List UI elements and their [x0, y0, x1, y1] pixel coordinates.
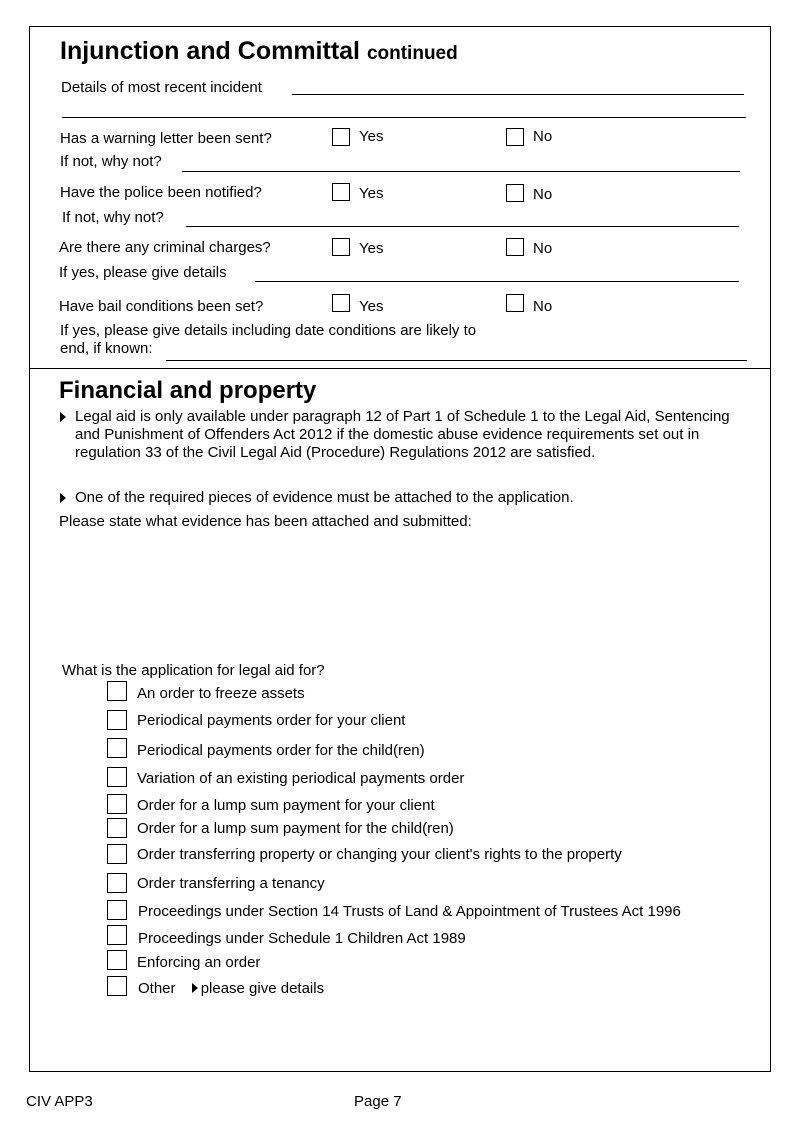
option-checkbox-other[interactable]	[107, 976, 127, 996]
warning-followup-line[interactable]	[182, 171, 740, 172]
option-checkbox[interactable]	[107, 681, 127, 701]
warning-yes-checkbox[interactable]	[332, 128, 350, 146]
page-number: Page 7	[354, 1093, 402, 1110]
evidence-text-area[interactable]	[59, 535, 749, 655]
option-label: Proceedings under Section 14 Trusts of Land & Appointment of Trustees Act 1996	[138, 903, 681, 920]
police-yes-checkbox[interactable]	[332, 183, 350, 201]
police-no-checkbox[interactable]	[506, 184, 524, 202]
criminal-no-label: No	[533, 240, 553, 257]
option-checkbox[interactable]	[107, 710, 127, 730]
police-question: Have the police been notified?	[60, 184, 262, 201]
option-label: Order for a lump sum payment for the child(ren)	[137, 820, 454, 837]
option-checkbox[interactable]	[107, 900, 127, 920]
criminal-question: Are there any criminal charges?	[59, 239, 271, 256]
warning-yes-label: Yes	[359, 128, 384, 145]
police-no-label: No	[533, 186, 553, 203]
warning-no-label: No	[533, 128, 553, 145]
option-label-other	[138, 980, 324, 998]
bail-yes-checkbox[interactable]	[332, 294, 350, 312]
incident-label: Details of most recent incident	[61, 79, 262, 96]
criminal-no-checkbox[interactable]	[506, 238, 524, 256]
option-label: Variation of an existing periodical payments order	[137, 770, 465, 787]
bail-followup-line[interactable]	[166, 360, 747, 361]
police-yes-label: Yes	[359, 185, 384, 202]
bullet-arrow-icon	[60, 493, 66, 503]
incident-field-line-2[interactable]	[62, 117, 746, 118]
option-checkbox[interactable]	[107, 794, 127, 814]
warning-question: Has a warning letter been sent?	[60, 130, 272, 147]
bullet-evidence	[60, 489, 740, 507]
criminal-yes-label: Yes	[359, 240, 384, 257]
option-label: Order for a lump sum payment for your client	[137, 797, 435, 814]
option-label: Proceedings under Schedule 1 Children Act 1989	[138, 930, 466, 947]
bail-followup-label-1: If yes, please give details including date conditions are likely to	[60, 322, 477, 339]
option-checkbox[interactable]	[107, 767, 127, 787]
application-question: What is the application for legal aid for?	[62, 662, 325, 679]
option-checkbox[interactable]	[107, 738, 127, 758]
criminal-yes-checkbox[interactable]	[332, 238, 350, 256]
warning-no-checkbox[interactable]	[506, 128, 524, 146]
section-title-injunction: Injunction and Committal continued	[60, 37, 458, 65]
option-label: Order transferring a tenancy	[137, 875, 325, 892]
bullet-arrow-icon	[60, 412, 66, 422]
option-label: Order transferring property or changing your client's rights to the property	[137, 846, 622, 863]
arrow-right-icon	[192, 983, 198, 993]
option-label: Periodical payments order for the child(ren)	[137, 742, 425, 759]
option-checkbox[interactable]	[107, 873, 127, 893]
bail-no-checkbox[interactable]	[506, 294, 524, 312]
incident-field-line-1[interactable]	[292, 94, 744, 95]
bullet-evidence-text: One of the required pieces of evidence must be attached to the application.	[75, 489, 574, 506]
option-checkbox[interactable]	[107, 950, 127, 970]
option-checkbox[interactable]	[107, 925, 127, 945]
option-label: Periodical payments order for your client	[137, 712, 406, 729]
form-code: CIV APP3	[26, 1093, 93, 1110]
criminal-followup-line[interactable]	[255, 281, 739, 282]
bail-followup-label-2: end, if known:	[60, 340, 153, 357]
other-label: Other	[138, 980, 176, 997]
police-followup-line[interactable]	[186, 226, 739, 227]
section-title-financial: Financial and property	[59, 377, 317, 404]
warning-followup-label: If not, why not?	[60, 153, 162, 170]
other-hint: please give details	[200, 980, 325, 997]
bail-no-label: No	[533, 298, 553, 315]
bail-question: Have bail conditions been set?	[59, 298, 264, 315]
bail-yes-label: Yes	[359, 298, 384, 315]
police-followup-label: If not, why not?	[62, 209, 164, 226]
bullet-legal-aid	[60, 408, 740, 462]
option-label: An order to freeze assets	[137, 685, 305, 702]
evidence-prompt: Please state what evidence has been attached and submitted:	[59, 513, 472, 530]
bullet-legal-aid-text: Legal aid is only available under paragraph 12 of Part 1 of Schedule 1 to the Legal Aid, Sentencing and Punishment of Offenders Act 2012 if the domestic abuse evidence requirements set out in regulation 33 of the Civil Legal Aid (Procedure) Regulations 2012 are satisfied.	[75, 408, 730, 461]
criminal-followup-label: If yes, please give details	[59, 264, 227, 281]
option-label: Enforcing an order	[137, 954, 261, 971]
section-divider	[29, 368, 771, 369]
title-suffix: continued	[366, 43, 458, 64]
option-checkbox[interactable]	[107, 844, 127, 864]
option-checkbox[interactable]	[107, 818, 127, 838]
